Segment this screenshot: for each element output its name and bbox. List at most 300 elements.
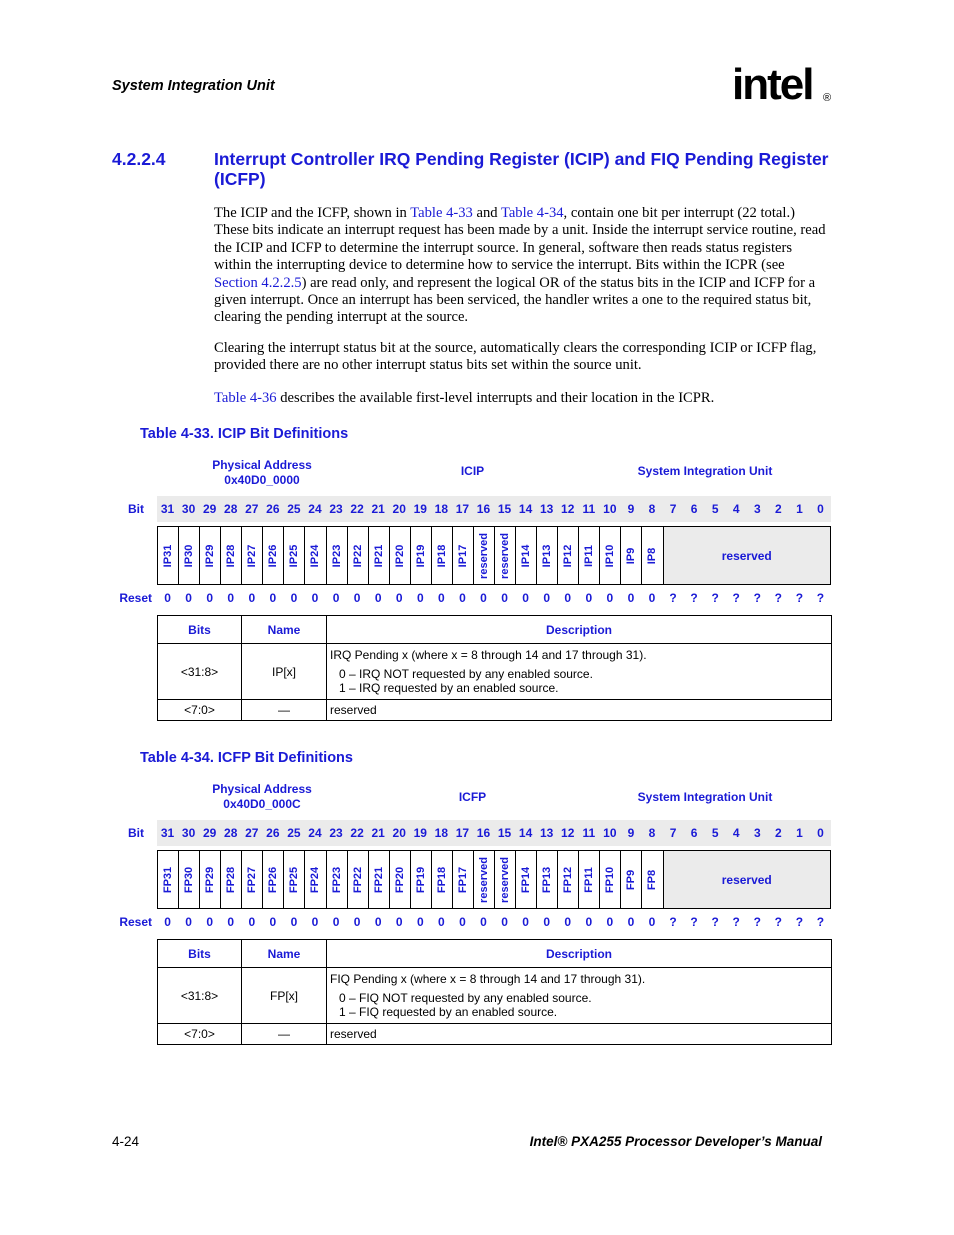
icfp-reset-value-cell: ? [816, 915, 825, 929]
icfp-row1-desc-text: FIQ Pending x (where x = 8 through 14 and 17 through 31). [330, 972, 646, 986]
icfp-bit-number-cell: 25 [287, 826, 301, 840]
icip-bit-number-cell: 15 [497, 502, 512, 516]
icip-bit-number-cell: 13 [539, 502, 554, 516]
icip-field-label: IP30 [183, 544, 196, 567]
paragraph-2: Clearing the interrupt status bit at the source, automatically clears the corresponding ICIP or ICFP flag, provided there are no other interrupt status bits set within the source unit. [214, 340, 817, 374]
table-row [158, 700, 832, 721]
icip-reset-value-cell: 0 [206, 591, 213, 605]
icfp-field [600, 851, 621, 908]
icfp-field [348, 851, 369, 908]
icfp-field [263, 851, 284, 908]
icip-bit-number-cell: 23 [329, 502, 343, 516]
icfp-bit-number-cell: 6 [690, 826, 698, 840]
icfp-reset-value-cell: 0 [501, 915, 508, 929]
icip-reset-value-cell: 0 [564, 591, 572, 605]
icfp-description-table [157, 939, 832, 1045]
icip-field-label: IP24 [309, 544, 322, 567]
icip-reset-value-cell: 0 [501, 591, 508, 605]
icip-field-label: IP8 [646, 547, 659, 564]
link-table-4-36[interactable]: Table 4-36 [214, 390, 277, 406]
icfp-unit-name: System Integration Unit [637, 790, 773, 804]
icfp-register-diagram [157, 850, 831, 909]
p1-text-c: , contain one bit per interrupt (22 total.) These bits indicate an interrupt request has been made by a unit. Inside the interrupt service routine, read the ICIP and ICFP to determine the interrupt source. In general, software then reads status registers within the interrupting device to determine how to service the interrupt. Bits within the ICPR (see [214, 205, 826, 274]
icip-field [600, 527, 621, 584]
icip-reset-value-cell: 0 [522, 591, 529, 605]
icfp-field-label: FP24 [309, 866, 322, 893]
icfp-address-value: 0x40D0_000C [223, 797, 301, 811]
icip-field [621, 527, 642, 584]
icfp-bit-number-cell: 27 [245, 826, 259, 840]
icip-field [537, 527, 558, 584]
icip-field-label: IP21 [372, 544, 385, 567]
icip-bit-label: Bit [128, 502, 144, 516]
icfp-reset-value-cell: 0 [648, 915, 656, 929]
icip-description-table [157, 615, 832, 721]
icip-bit-number-cell: 20 [392, 502, 406, 516]
icfp-bit-number-cell: 18 [434, 826, 449, 840]
icip-bit-number-cell: 5 [711, 502, 719, 516]
icip-reset-value-cell: 0 [185, 591, 192, 605]
icip-row1-opt1: 1 – IRQ requested by an enabled source. [339, 681, 559, 695]
icip-address-label: Physical Address [212, 458, 312, 472]
icfp-reset-value-cell: 0 [311, 915, 319, 929]
icfp-reset-value-cell: 0 [185, 915, 192, 929]
icfp-field [621, 851, 642, 908]
icfp-field-label: FP26 [267, 866, 280, 893]
icip-field-label: IP31 [162, 544, 175, 567]
icip-field-label: reserved [477, 532, 490, 579]
icfp-bit-number-cell: 11 [582, 826, 596, 840]
icfp-bit-number-cell: 3 [753, 826, 761, 840]
icip-reset-values [157, 585, 831, 611]
icip-reset-value-cell: ? [774, 591, 783, 605]
p1-text-d: ) are read only, and represent the logical OR of the status bits in the ICIP and ICFP for a given interrupt. Once an interrupt has been serviced, the handler writes a one to the required status bit, clearing the pending interrupt at the source. [214, 274, 816, 326]
icfp-reset-value-cell: ? [795, 915, 804, 929]
icip-bit-number-cell: 30 [181, 502, 196, 516]
icfp-bit-number-cell: 2 [775, 826, 782, 840]
icfp-field [516, 851, 537, 908]
icip-row1-description [327, 644, 832, 700]
link-table-4-33[interactable]: Table 4-33 [410, 205, 473, 221]
icip-reset-value-cell: 0 [248, 591, 256, 605]
icfp-row2-description: reserved [327, 1024, 832, 1045]
p1-text-b: and [472, 205, 501, 221]
icfp-reset-value-cell: 0 [564, 915, 572, 929]
icip-reset-label: Reset [119, 591, 152, 605]
icfp-reset-value-cell: 0 [374, 915, 382, 929]
icip-field-label: reserved [499, 532, 512, 579]
icip-bit-number-cell: 27 [245, 502, 259, 516]
icfp-field-label: FP8 [646, 869, 659, 890]
icfp-row2-name: — [242, 1024, 327, 1045]
icip-field-label: IP29 [204, 544, 217, 567]
icip-reset-value-cell: 0 [438, 591, 445, 605]
icfp-field [432, 851, 453, 908]
icip-address-block [192, 458, 332, 488]
icfp-bit-number-cell: 28 [224, 826, 238, 840]
icip-field-label: IP10 [604, 544, 617, 567]
icip-address-bar [0, 458, 954, 488]
icfp-field-label: FP11 [583, 866, 596, 893]
icip-reset-value-cell: 0 [269, 591, 277, 605]
icip-bit-number-cell: 19 [413, 502, 427, 516]
icip-row1-desc-text: IRQ Pending x (where x = 8 through 14 and 17 through 31). [330, 648, 647, 662]
icfp-reset-value-cell: 0 [248, 915, 256, 929]
icfp-reset-value-cell: 0 [290, 915, 298, 929]
icip-reset-value-cell: 0 [332, 591, 340, 605]
icfp-row1-opt0: 0 – FIQ NOT requested by any enabled source. [339, 991, 592, 1005]
icfp-field-label: FP29 [204, 866, 217, 893]
icip-field-label: IP18 [435, 544, 448, 567]
icfp-row1-description [327, 968, 832, 1024]
icip-row2-description: reserved [327, 700, 832, 721]
icfp-reset-value-cell: ? [711, 915, 719, 929]
icip-field [263, 527, 284, 584]
section-title: Interrupt Controller IRQ Pending Register (ICIP) and FIQ Pending Register (ICFP) [214, 149, 829, 189]
icip-field [305, 527, 326, 584]
icfp-reset-value-cell: 0 [269, 915, 277, 929]
icfp-field-label: FP27 [246, 866, 259, 893]
icip-bit-number-cell: 25 [287, 502, 301, 516]
icfp-reset-value-cell: ? [669, 915, 677, 929]
icip-bit-number-cell: 29 [202, 502, 217, 516]
icfp-col-name: Name [242, 940, 327, 968]
icfp-reset-value-cell: 0 [543, 915, 550, 929]
icfp-field [242, 851, 263, 908]
icip-bit-number-cell: 9 [627, 502, 635, 516]
icip-register-name: ICIP [460, 464, 485, 478]
icfp-field-label: FP19 [414, 866, 427, 893]
icfp-reserved-low-field: reserved [664, 851, 831, 908]
icip-field-label: IP9 [625, 547, 638, 564]
icfp-field-label: FP10 [604, 866, 617, 893]
paragraph-3 [214, 390, 831, 407]
icfp-bit-number-cell: 26 [266, 826, 280, 840]
icfp-bit-numbers [157, 820, 831, 846]
p1-text-a: The ICIP and the ICFP, shown in [214, 205, 411, 221]
icfp-col-description: Description [327, 940, 832, 968]
intel-logo [732, 60, 832, 120]
icfp-field [558, 851, 579, 908]
icip-reset-value-cell: 0 [395, 591, 403, 605]
icfp-row1-name: FP[x] [242, 968, 327, 1024]
icfp-field-label: FP23 [330, 866, 343, 893]
icfp-row1-bits: <31:8> [158, 968, 242, 1024]
table-caption-icfp: Table 4-34. ICFP Bit Definitions [140, 750, 353, 766]
icip-reset-value-cell: 0 [627, 591, 635, 605]
icfp-bit-number-cell: 13 [539, 826, 554, 840]
icip-field-label: IP22 [351, 544, 364, 567]
icfp-field-label: FP25 [288, 866, 301, 893]
icfp-bit-number-cell: 16 [476, 826, 491, 840]
icfp-field-label: FP31 [162, 866, 175, 893]
icfp-field-label: FP21 [372, 866, 385, 893]
icip-field-label: IP20 [393, 544, 406, 567]
icip-field [432, 527, 453, 584]
icip-reset-value-cell: 0 [311, 591, 319, 605]
icfp-bit-number-cell: 24 [308, 826, 322, 840]
icfp-field [327, 851, 348, 908]
icfp-reset-value-cell: 0 [438, 915, 445, 929]
icip-row1-opt0: 0 – IRQ NOT requested by any enabled source. [339, 667, 593, 681]
icip-bit-number-cell: 14 [518, 502, 533, 516]
icip-field [179, 527, 200, 584]
icfp-row1-opt1: 1 – FIQ requested by an enabled source. [339, 1005, 558, 1019]
icip-field-label: IP28 [225, 544, 238, 567]
icfp-bit-number-cell: 0 [817, 826, 824, 840]
icip-bit-number-cell: 26 [266, 502, 280, 516]
icfp-register-name: ICFP [458, 790, 487, 804]
icfp-row2-bits: <7:0> [158, 1024, 242, 1045]
link-section-4-2-2-5[interactable]: Section 4.2.2.5 [214, 274, 302, 291]
icfp-bit-number-cell: 1 [796, 826, 803, 840]
icip-bit-number-cell: 12 [561, 502, 575, 516]
icip-bit-number-cell: 1 [796, 502, 803, 516]
p3-text: describes the available first-level interrupts and their location in the ICPR. [276, 390, 715, 406]
icip-reset-value-cell: 0 [227, 591, 235, 605]
icip-field-row [157, 526, 831, 585]
icfp-bit-number-cell: 12 [561, 826, 575, 840]
icip-bit-number-cell: 7 [669, 502, 677, 516]
icip-address-value: 0x40D0_0000 [224, 473, 300, 487]
icfp-bit-number-cell: 5 [711, 826, 719, 840]
icip-field [200, 527, 221, 584]
logo-wordmark: intel [732, 60, 813, 109]
icip-field [348, 527, 369, 584]
icfp-bit-number-cell: 19 [413, 826, 427, 840]
icip-bit-number-cell: 2 [775, 502, 782, 516]
icip-row1-name: IP[x] [242, 644, 327, 700]
icfp-reset-value-cell: 0 [416, 915, 424, 929]
icip-row2-name: — [242, 700, 327, 721]
icfp-bit-number-cell: 30 [181, 826, 196, 840]
icip-field-label: IP17 [456, 544, 469, 567]
icfp-reset-value-cell: 0 [164, 915, 171, 929]
icip-bit-number-cell: 16 [476, 502, 491, 516]
icfp-field-label: FP30 [183, 866, 196, 893]
icfp-bit-number-cell: 21 [371, 826, 385, 840]
icip-bit-number-cell: 3 [753, 502, 761, 516]
icip-field [474, 527, 495, 584]
icip-bit-number-cell: 10 [603, 502, 617, 516]
page-number: 4-24 [112, 1134, 140, 1149]
icfp-field [305, 851, 326, 908]
icfp-reset-value-cell: 0 [627, 915, 635, 929]
icip-bit-number-cell: 4 [732, 502, 740, 516]
icip-field-label: IP11 [583, 544, 596, 567]
icfp-field-label: reserved [477, 856, 490, 903]
icfp-bit-number-cell: 29 [202, 826, 217, 840]
icip-row1-bits: <31:8> [158, 644, 242, 700]
icip-reset-value-cell: 0 [543, 591, 550, 605]
icfp-col-bits: Bits [158, 940, 242, 968]
table-row [158, 1024, 832, 1045]
link-table-4-34[interactable]: Table 4-34 [500, 205, 564, 221]
icfp-bit-number-cell: 8 [648, 826, 656, 840]
icfp-reset-value-cell: 0 [227, 915, 235, 929]
table-caption-icip: Table 4-33. ICIP Bit Definitions [140, 426, 349, 442]
icip-field [642, 527, 663, 584]
icip-reset-value-cell: 0 [459, 591, 466, 605]
icfp-field [642, 851, 663, 908]
icfp-reset-values [157, 909, 831, 935]
icfp-field [453, 851, 474, 908]
icip-field [221, 527, 242, 584]
icip-bit-numbers [157, 496, 831, 522]
table-row [158, 644, 832, 700]
icip-bit-number-cell: 8 [648, 502, 656, 516]
icip-reset-value-cell: 0 [480, 591, 487, 605]
icip-field [495, 527, 516, 584]
icip-col-name: Name [242, 616, 327, 644]
icfp-reset-value-cell: 0 [395, 915, 403, 929]
icip-bit-number-cell: 6 [690, 502, 698, 516]
icfp-bit-number-cell: 4 [732, 826, 740, 840]
icfp-reset-value-cell: ? [753, 915, 761, 929]
icip-reset-value-cell: 0 [290, 591, 298, 605]
icip-col-description: Description [327, 616, 832, 644]
icip-bit-number-cell: 28 [224, 502, 238, 516]
icfp-field [495, 851, 516, 908]
icfp-field-label: FP18 [435, 866, 448, 893]
icfp-reset-value-cell: 0 [585, 915, 593, 929]
icip-reset-value-cell: ? [669, 591, 677, 605]
icip-field-label: IP13 [541, 544, 554, 567]
icfp-field [179, 851, 200, 908]
icip-reset-value-cell: 0 [374, 591, 382, 605]
icip-row2-bits: <7:0> [158, 700, 242, 721]
icip-col-bits: Bits [158, 616, 242, 644]
icfp-reset-value-cell: ? [732, 915, 740, 929]
icfp-bit-number-cell: 15 [497, 826, 512, 840]
icfp-field [411, 851, 432, 908]
icfp-field-label: FP22 [351, 866, 364, 893]
icfp-reset-value-cell: 0 [353, 915, 361, 929]
icip-register-diagram [157, 526, 831, 585]
icip-reset-value-cell: ? [732, 591, 740, 605]
section-number: 4.2.2.4 [112, 149, 166, 169]
icip-field-label: IP27 [246, 544, 259, 567]
icfp-field [221, 851, 242, 908]
table-row [158, 968, 832, 1024]
icip-bit-number-cell: 22 [350, 502, 364, 516]
icip-field-label: IP26 [267, 544, 280, 567]
icip-reset-value-cell: 0 [585, 591, 593, 605]
paragraph-1 [214, 205, 831, 327]
icip-reset-value-cell: ? [795, 591, 804, 605]
icip-reset-value-cell: 0 [164, 591, 171, 605]
icfp-bit-number-cell: 23 [329, 826, 343, 840]
icfp-field-label: FP14 [520, 866, 533, 893]
icfp-reset-value-cell: ? [690, 915, 698, 929]
icip-field-label: IP23 [330, 544, 343, 567]
icip-field [242, 527, 263, 584]
icip-field [284, 527, 305, 584]
icfp-field-label: FP20 [393, 866, 406, 893]
icip-bit-number-cell: 18 [434, 502, 449, 516]
icip-reset-value-cell: ? [711, 591, 719, 605]
icfp-reset-value-cell: 0 [459, 915, 466, 929]
manual-title: Intel® PXA255 Processor Developer’s Manual [529, 1134, 822, 1149]
icfp-field-label: FP28 [225, 866, 238, 893]
icfp-field [537, 851, 558, 908]
icfp-field-row [157, 850, 831, 909]
icip-field-label: IP12 [562, 544, 575, 567]
icfp-reset-value-cell: 0 [480, 915, 487, 929]
icfp-bit-number-cell: 14 [518, 826, 533, 840]
icfp-field-label: reserved [499, 856, 512, 903]
icfp-bit-number-cell: 17 [455, 826, 470, 840]
icip-bit-number-cell: 21 [371, 502, 385, 516]
icip-bit-number-cell: 24 [308, 502, 322, 516]
icfp-field [369, 851, 390, 908]
icfp-address-block [192, 782, 332, 812]
icip-field [158, 527, 179, 584]
icip-field [579, 527, 600, 584]
icfp-bit-number-cell: 7 [669, 826, 677, 840]
icip-field [411, 527, 432, 584]
logo-registered-mark: ® [823, 92, 832, 104]
icfp-bit-number-cell: 10 [603, 826, 617, 840]
icip-field-label: IP19 [414, 544, 427, 567]
icfp-field-label: FP9 [625, 869, 638, 890]
icip-reset-value-cell: 0 [648, 591, 656, 605]
icip-reserved-low-field: reserved [664, 527, 831, 584]
icip-reset-value-cell: 0 [353, 591, 361, 605]
icip-field [369, 527, 390, 584]
icip-bit-number-cell: 31 [160, 502, 175, 516]
icip-field [327, 527, 348, 584]
icfp-bit-number-cell: 22 [350, 826, 364, 840]
icfp-field [200, 851, 221, 908]
icip-reset-value-cell: ? [690, 591, 698, 605]
icfp-field [158, 851, 179, 908]
icfp-address-label: Physical Address [212, 782, 312, 796]
icfp-reset-label: Reset [119, 915, 152, 929]
icfp-field [579, 851, 600, 908]
icfp-bit-number-cell: 20 [392, 826, 406, 840]
icfp-bit-number-cell: 31 [160, 826, 175, 840]
icip-bit-number-cell: 11 [582, 502, 596, 516]
icip-field-label: IP14 [520, 544, 533, 567]
icfp-reset-value-cell: ? [774, 915, 783, 929]
icip-field [516, 527, 537, 584]
icip-field-label: IP25 [288, 544, 301, 567]
icfp-field-label: FP17 [456, 866, 469, 893]
icip-reset-value-cell: 0 [416, 591, 424, 605]
icfp-reset-value-cell: 0 [522, 915, 529, 929]
icfp-field [474, 851, 495, 908]
icfp-reset-value-cell: 0 [606, 915, 614, 929]
icfp-field [284, 851, 305, 908]
icip-field [558, 527, 579, 584]
icfp-field [390, 851, 411, 908]
icfp-reset-value-cell: 0 [332, 915, 340, 929]
icip-field [453, 527, 474, 584]
icip-bit-number-cell: 17 [455, 502, 470, 516]
icfp-field-label: FP12 [562, 866, 575, 893]
icip-reset-value-cell: ? [753, 591, 761, 605]
icfp-reset-value-cell: 0 [206, 915, 213, 929]
icip-reset-value-cell: ? [816, 591, 825, 605]
icfp-address-bar [0, 782, 954, 812]
icip-reset-value-cell: 0 [606, 591, 614, 605]
icfp-bit-number-cell: 9 [627, 826, 635, 840]
icfp-bit-label: Bit [128, 826, 144, 840]
icip-bit-number-cell: 0 [817, 502, 824, 516]
icip-unit-name: System Integration Unit [637, 464, 773, 478]
icip-field [390, 527, 411, 584]
